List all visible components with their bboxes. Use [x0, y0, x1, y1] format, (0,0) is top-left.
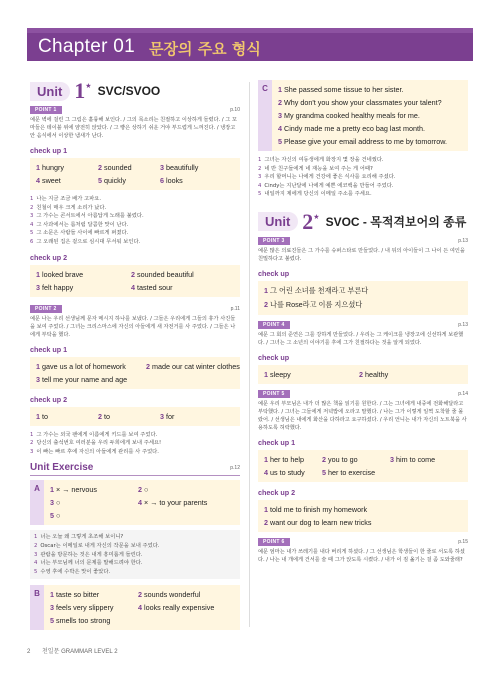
item-text: smells too strong: [56, 616, 111, 626]
item-number: 1: [278, 85, 282, 94]
item-text: looks: [166, 176, 183, 185]
item-number: 2: [30, 440, 34, 447]
example-text: 예문 벽에 걸린 그 그림은 훌륭해 보인다. / 그의 목소리는 친절하고 이상하게 들렸다. / 그 꼬마들은 테이블 위에 얌전히 앉았다. / 그 빵은 상하기 쉬운 거야 부드럽게 느껴진다. / 냉장고 안 음식에서 이상한 냄새가 난다.: [30, 117, 237, 139]
list-item: [30, 238, 240, 247]
answer-item: [44, 496, 132, 509]
item-number: 2: [258, 165, 262, 172]
item-text: you to go: [328, 454, 358, 464]
point-5-row: [258, 390, 468, 398]
item-text: 너는 오늘 왜 그렇게 초조해 보이니?: [40, 534, 124, 541]
answer-item: [30, 410, 92, 423]
unit-label: Unit: [258, 212, 298, 231]
item-number: 6: [160, 176, 164, 185]
answer-item: [258, 298, 468, 312]
item-text: 친철이 매우 크게 소리가 났다.: [36, 204, 107, 211]
list-item: [30, 431, 240, 440]
unit-number: 2: [302, 208, 314, 234]
item-number: 3: [390, 454, 394, 464]
item-number: 1: [30, 196, 34, 202]
item-number: 2: [98, 163, 102, 172]
item-text: for: [166, 411, 175, 421]
item-text: her to exercise: [328, 467, 376, 477]
answer-item: [30, 161, 92, 174]
item-number: 3: [50, 603, 54, 613]
item-text: Please give your email address to me by tomorrow.: [284, 137, 447, 146]
item-number: 1: [264, 504, 268, 514]
item-number: 2: [146, 361, 150, 371]
star-icon: ★: [85, 82, 92, 90]
item-number: 5: [278, 137, 282, 146]
item-number: 1: [264, 369, 268, 379]
answer-item: [140, 360, 240, 373]
answer-grid: [30, 265, 240, 297]
list-item: [30, 204, 240, 213]
unit-number: 1: [74, 78, 86, 103]
item-number: 2: [138, 590, 142, 600]
item-number: 4: [264, 467, 268, 477]
item-text: Oscar는 이메일로 내게 자신의 작문을 보내 주었다.: [40, 542, 160, 549]
item-number: 3: [30, 448, 34, 455]
answer-item: [92, 174, 154, 187]
point-badge: POINT 6: [258, 538, 290, 546]
answer-grid: [30, 158, 240, 190]
answer-item: [30, 174, 92, 187]
answer-item: [272, 109, 468, 122]
list-item: [30, 439, 240, 448]
answer-item: [30, 360, 140, 373]
item-number: 4: [30, 221, 34, 228]
answer-grid: [258, 450, 468, 482]
answer-item: [92, 161, 154, 174]
item-text: ○: [56, 498, 61, 508]
unit-exercise-heading: [30, 462, 240, 473]
item-text: Cindy는 지난달에 나에게 예쁜 에코백을 만들어 주었다.: [264, 182, 394, 189]
item-text: to: [104, 411, 110, 421]
item-number: 5: [30, 230, 34, 237]
point-badge: POINT 2: [30, 305, 62, 313]
item-text: 나를 Rose라고 이름 지으셨다: [270, 299, 363, 309]
item-number: 3: [278, 111, 282, 120]
item-text: 네 반 친구들에게 네 재능을 보여 주는 게 어때?: [264, 165, 373, 172]
check-up-heading: check up 2: [258, 487, 296, 497]
item-text: 우리 할머니는 나에게 건강에 좋은 식사를 요리해 주셨다.: [264, 174, 396, 181]
left-column: [30, 80, 240, 630]
page-ref: p.14: [458, 390, 468, 397]
example-text: 예문 엄마는 내가 쓰레기를 내다 버리게 하셨다. / 그 선생님은 학생들이 한 줄로 서도록 하셨다. / 나는 내 개에게 건서를 술 때 그가 앉도록 시켰다. / 내가 이 짐 옮기는 걸 좀 도와줄래?: [258, 548, 465, 563]
item-text: tasted sour: [137, 282, 173, 292]
book-title: 천일문 GRAMMAR LEVEL 2: [42, 649, 118, 655]
unit-title: SVOC - 목적격보어의 종류: [325, 215, 467, 230]
item-text: 수영 후에 수박은 맛이 좋았다.: [40, 568, 111, 575]
item-text: sounds wonderful: [144, 590, 201, 600]
list-item: [258, 173, 468, 182]
answer-grid: [258, 500, 468, 532]
point-badge: POINT 1: [30, 106, 62, 114]
chapter-label: Chapter 01: [38, 36, 136, 57]
answer-item: [154, 174, 240, 187]
item-number: 1: [36, 361, 40, 371]
item-number: 1: [264, 454, 268, 464]
answer-item: [316, 466, 384, 479]
answer-item: [154, 410, 240, 423]
item-number: 3: [36, 374, 40, 384]
answer-grid: [30, 357, 240, 389]
answer-item: [132, 588, 240, 601]
example-text: 예문 많은 의료진들은 그 가수를 슈퍼스타로 만들었다. / 내 뒤의 아이들이 그 나이 든 여인을 친밀하다고 불렀다.: [258, 247, 465, 262]
answer-item: [258, 516, 468, 529]
answer-item: [154, 161, 240, 174]
item-number: 5: [34, 568, 38, 575]
item-number: 5: [50, 616, 54, 626]
item-text: to: [42, 411, 48, 421]
page-number: 2: [27, 649, 31, 655]
list-item: [30, 229, 240, 238]
item-number: 5: [322, 467, 326, 477]
item-number: 1: [50, 485, 54, 495]
item-number: 4: [36, 176, 40, 185]
page-ref: p.12: [230, 464, 240, 471]
list-item: [30, 221, 240, 230]
item-text: us to study: [270, 467, 305, 477]
item-number: 1: [50, 590, 54, 600]
item-text: 그 어린 소녀를 천재라고 부른다: [270, 285, 369, 295]
list-item: [258, 156, 468, 165]
point-badge: POINT 4: [258, 321, 290, 329]
list-item: [34, 559, 236, 568]
check-up-heading: check up 1: [30, 146, 68, 155]
item-number: 2: [264, 299, 268, 309]
item-text: Why don't you show your classmates your talent?: [284, 98, 442, 107]
answer-item: [353, 368, 468, 381]
item-number: 5: [258, 191, 262, 198]
item-text: 당신의 출석번호 여러분을 우리 두희에게 보내 주세요!: [36, 440, 162, 447]
item-number: 2: [138, 485, 142, 495]
answer-item: [44, 483, 132, 496]
example-text: 예문 그 회의 준연은 그를 강하게 만들었다. / 우리는 그 케이크를 냉장고에 신선하게 보관했다. / 그녀는 그 소년의 이야기를 후에 그가 친절하다는 것을 알게 되었다.: [258, 331, 464, 346]
item-number: 2: [264, 517, 268, 527]
unit-label: Unit: [30, 82, 70, 101]
point-badge: POINT 3: [258, 237, 290, 245]
list-item: [34, 551, 236, 560]
exercise-letter: C: [258, 80, 272, 151]
answer-item: [258, 466, 316, 479]
item-number: 2: [359, 369, 363, 379]
item-number: 1: [30, 431, 34, 438]
translation-list: [30, 431, 240, 457]
exercise-c: [258, 80, 468, 151]
item-text: him to come: [396, 454, 436, 464]
item-text: Cindy made me a pretty eco bag last month.: [284, 124, 426, 133]
answer-item: [132, 483, 240, 496]
item-text: She passed some tissue to her sister.: [284, 85, 404, 94]
check-up-heading: check up: [258, 268, 290, 278]
answer-item: [92, 410, 154, 423]
item-number: 4: [131, 282, 135, 292]
exercise-letter: B: [30, 585, 44, 630]
check-up-heading: check up 2: [30, 394, 68, 404]
exercise-a: [30, 480, 240, 525]
page-ref: p.15: [458, 538, 468, 545]
item-text: taste so bitter: [56, 590, 100, 600]
item-text: looked brave: [42, 269, 84, 279]
divider: [30, 475, 240, 476]
item-number: 2: [34, 542, 38, 549]
answer-grid: [44, 585, 240, 630]
item-text: 그 오래된 집은 겉으로 심시대 무서워 보인다.: [36, 238, 141, 245]
list-item: [30, 212, 240, 221]
point-1-row: [30, 106, 240, 114]
example-text: 예문 우리 부모님은 내가 더 많은 책을 읽기를 원한다. / 그는 그녀에게 내중에 전화해달라고 부탁했다. / 그녀는 그들에게 저녁밥에 오라고 말했다. / 나는 그가 이렇게 일찍 도착할 줄 몰랐어. / 선생님은 내에게 화산을 다하라고 요구하셨다. / 우리 언니는 내가 자신의 노트북을 사용하도록 허락했다.: [258, 400, 467, 431]
item-number: 4: [34, 560, 38, 567]
item-text: made our cat winter clothes: [152, 361, 240, 371]
list-item: [34, 542, 236, 551]
point-2-row: [30, 305, 240, 313]
page-footer: [27, 646, 118, 655]
answer-item: [30, 373, 140, 386]
unit-1-heading: [30, 80, 240, 102]
item-number: 1: [258, 157, 262, 163]
item-text: 내일까지 제에게 당신의 이메일 주소를 주세요.: [264, 191, 372, 198]
answer-item: [125, 268, 240, 281]
item-number: 4: [138, 498, 142, 508]
item-text: 그 가수는 콘서트에서 아름답게 노래를 불렀다.: [36, 213, 144, 220]
item-number: 3: [160, 163, 164, 172]
list-item: [30, 448, 240, 457]
answer-item: [258, 453, 316, 466]
answer-item: [258, 368, 353, 381]
answer-item: [272, 96, 468, 109]
item-number: 4: [278, 124, 282, 133]
page-ref: p.13: [458, 321, 468, 328]
point-4-row: [258, 321, 468, 329]
chapter-title: 문장의 주요 형식: [149, 40, 261, 58]
item-number: 1: [34, 534, 38, 541]
item-number: 2: [131, 269, 135, 279]
answer-item: [44, 588, 132, 601]
answer-item: [384, 453, 468, 466]
answer-item: [44, 601, 132, 614]
item-text: felt happy: [42, 282, 74, 292]
item-number: 5: [50, 511, 54, 521]
page-ref: p.11: [230, 305, 240, 312]
item-text: beautifully: [166, 163, 199, 172]
point-3-row: [258, 237, 468, 245]
item-text: 이 빠는 빠르 후에 자신의 아들에게 관리를 사 주었다.: [36, 448, 159, 455]
item-text: 그녀는 자신의 여동생에게 화장지 몇 장을 건네줬다.: [264, 157, 384, 163]
check-up-heading: check up 2: [30, 252, 68, 262]
item-text: 나는 지금 조금 배가 고파요.: [36, 196, 102, 202]
answer-item: [30, 268, 125, 281]
item-text: sleepy: [270, 369, 291, 379]
item-text: My grandma cooked healthy meals for me.: [284, 111, 420, 120]
item-text: her to help: [270, 454, 304, 464]
unit-2-heading: [258, 208, 468, 234]
item-text: feels very slippery: [56, 603, 114, 613]
list-item: [34, 533, 236, 542]
item-number: 3: [30, 213, 34, 220]
answer-item: [125, 281, 240, 294]
list-item: [30, 195, 240, 204]
item-number: 2: [278, 98, 282, 107]
item-text: 너는 부모님께 너의 문제를 말해드려야 한다.: [40, 560, 143, 567]
item-number: 1: [36, 163, 40, 172]
exercise-letter: A: [30, 480, 44, 525]
item-text: looks really expensive: [144, 603, 215, 613]
page-ref: p.10: [230, 107, 240, 113]
item-text: 관람을 방문하는 것은 내게 흥미롭게 들린다.: [40, 551, 143, 558]
answer-item: [258, 503, 468, 516]
exercise-b: [30, 585, 240, 630]
item-text: × → to your parents: [144, 498, 208, 508]
item-number: 2: [98, 411, 102, 421]
item-text: 그 소문은 사람들 사이에 빠르게 퍼졌다.: [36, 230, 129, 237]
item-number: 2: [322, 454, 326, 464]
check-up-heading: check up 1: [30, 344, 68, 354]
answer-item: [272, 122, 468, 135]
item-number: 2: [30, 204, 34, 211]
item-number: 3: [258, 174, 262, 181]
answer-grid: [258, 281, 468, 315]
unit-exercise-title: Unit Exercise: [30, 462, 94, 474]
star-icon: ★: [313, 212, 320, 221]
answer-item: [258, 284, 468, 298]
check-up-heading: check up 1: [258, 437, 296, 447]
translation-list: [30, 195, 240, 247]
item-number: 1: [36, 269, 40, 279]
answer-item: [272, 83, 468, 96]
answer-item: [44, 509, 132, 522]
item-text: sounded: [104, 163, 132, 172]
item-number: 4: [138, 603, 142, 613]
list-item: [258, 182, 468, 191]
item-text: quickly: [104, 176, 126, 185]
item-text: healthy: [365, 369, 389, 379]
translation-list: [30, 530, 240, 579]
item-text: sounded beautiful: [137, 269, 194, 279]
item-number: 3: [36, 282, 40, 292]
answer-grid: [272, 80, 468, 151]
item-text: ○: [144, 485, 149, 495]
list-item: [258, 190, 468, 199]
translation-list: [258, 156, 468, 199]
list-item: [258, 165, 468, 174]
example-text: 예문 나는 우리 선생님께 문자 메시지 하나를 보냈다. / 그들은 우리에게 그들의 휴가 사진들을 보여 주었다. / 그녀는 크리스마스에 자신의 아들에게 새 자전거를 사 주었다. / 그들은 나에게 부탁을 했다.: [30, 315, 236, 338]
item-number: 3: [160, 411, 164, 421]
page-ref: p.13: [458, 237, 468, 244]
column-divider: [249, 82, 250, 627]
item-number: 6: [30, 238, 34, 245]
item-number: 4: [258, 182, 262, 189]
item-number: 1: [264, 285, 268, 295]
item-text: want our dog to learn new tricks: [270, 517, 372, 527]
answer-item: [132, 601, 240, 614]
answer-item: [44, 614, 132, 627]
point-badge: POINT 5: [258, 390, 290, 398]
item-text: tell me your name and age: [42, 374, 128, 384]
answer-item: [132, 496, 240, 509]
item-number: 3: [50, 498, 54, 508]
answer-grid: [258, 365, 468, 384]
answer-item: [30, 281, 125, 294]
answer-item: [316, 453, 384, 466]
item-text: told me to finish my homework: [270, 504, 368, 514]
item-text: hungry: [42, 163, 64, 172]
list-item: [34, 568, 236, 577]
item-number: 5: [98, 176, 102, 185]
answer-item: [272, 135, 468, 148]
item-text: gave us a lot of homework: [42, 361, 126, 371]
item-text: × → nervous: [56, 485, 97, 495]
check-up-heading: check up: [258, 352, 290, 362]
point-6-row: [258, 538, 468, 546]
item-number: 1: [36, 411, 40, 421]
answer-grid: [30, 407, 240, 426]
right-column: [258, 80, 468, 568]
item-text: ○: [56, 511, 61, 521]
answer-grid: [44, 480, 240, 525]
item-text: 그 가수는 외국 팬에게 이름에게 키드를 보여 주었다.: [36, 431, 158, 438]
item-text: 그 사과에서는 롬처럼 달콤한 맛이 난다.: [36, 221, 129, 228]
unit-title: SVC/SVOO: [97, 84, 161, 98]
item-text: sweet: [42, 176, 61, 185]
item-number: 3: [34, 551, 38, 558]
